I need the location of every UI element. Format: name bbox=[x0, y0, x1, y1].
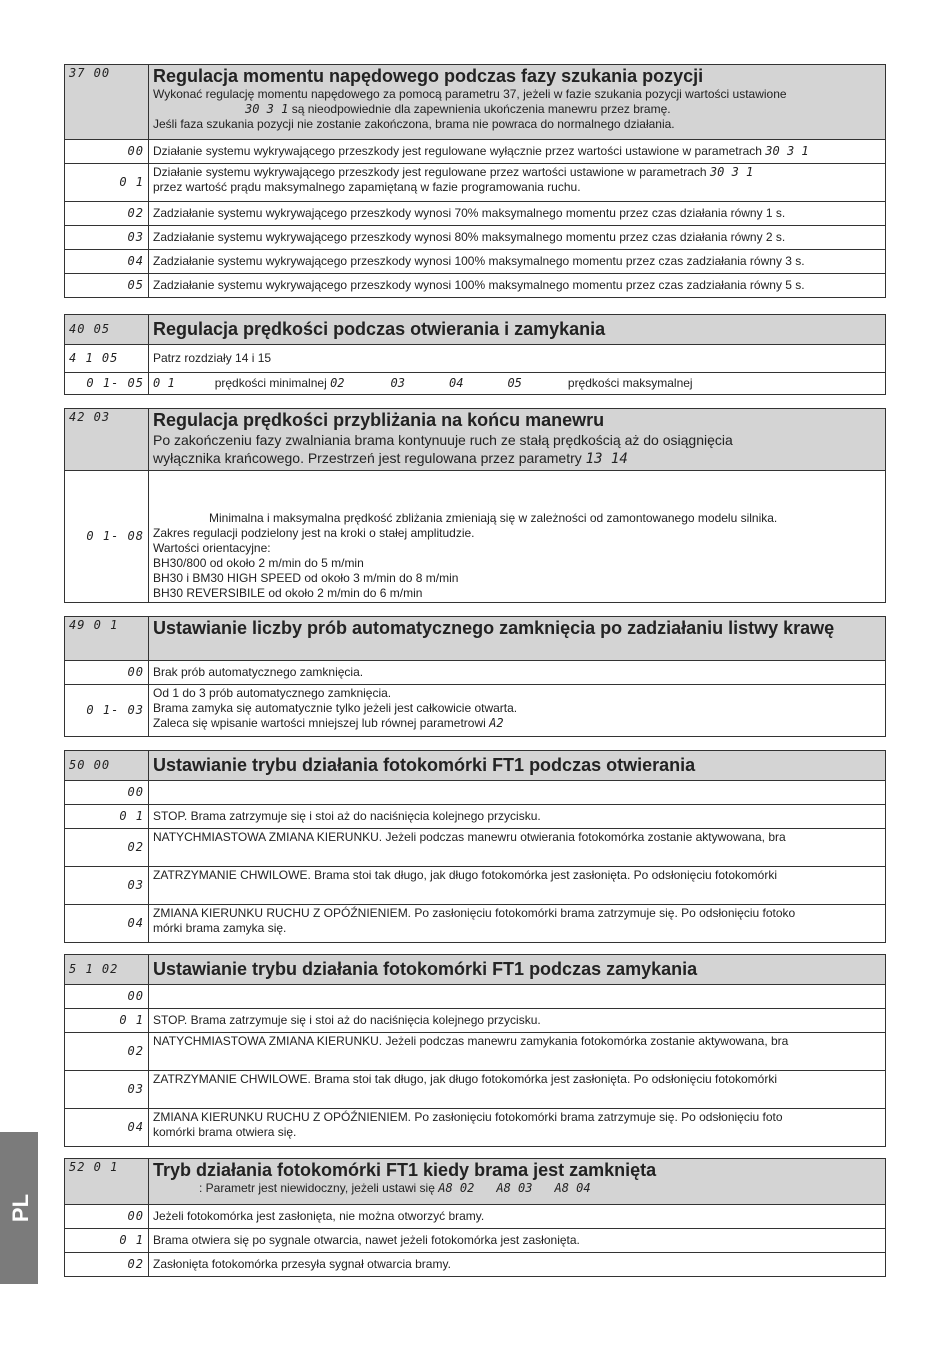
param-header bbox=[149, 751, 886, 781]
value-code: 03 bbox=[65, 867, 149, 905]
value-desc-line: Od 1 do 3 prób automatycznego zamknięcia. bbox=[153, 686, 392, 700]
value-code: 0 1- 03 bbox=[65, 685, 149, 737]
param-desc: Patrz rozdziały 14 i 15 bbox=[149, 345, 886, 373]
param-code: 37 00 bbox=[65, 65, 149, 140]
param-table-40 bbox=[64, 314, 886, 395]
value-desc: ZATRZYMANIE CHWILOWE. Brama stoi tak długo, jak długo fotokomórka jest zasłonięta. Po odsłonięciu fotokomórki bbox=[149, 867, 886, 905]
param-title: Ustawianie liczby prób automatycznego zamknięcia po zadziałaniu listwy krawę bbox=[153, 618, 835, 638]
value-code: 04 bbox=[65, 905, 149, 943]
param-desc-line: Wykonać regulację momentu napędowego za pomocą parametru 37, jeżeli w fazie szukania pozycji wartości ustawione bbox=[153, 87, 787, 101]
param-desc-text: są nieodpowiednie dla zapewnienia ukończenia manewru przez bramę. bbox=[288, 102, 671, 116]
param-header bbox=[149, 617, 886, 661]
value-desc bbox=[149, 685, 886, 737]
param-desc-line bbox=[153, 449, 881, 468]
value-desc: Zasłonięta fotokomórka przesyła sygnał otwarcia bramy. bbox=[149, 1253, 886, 1277]
value-desc bbox=[149, 905, 886, 943]
value-code: 0 1 bbox=[65, 1009, 149, 1033]
param-code: 42 03 bbox=[65, 409, 149, 471]
param-code: 5 1 02 bbox=[65, 955, 149, 985]
param-title: Tryb działania fotokomórki FT1 kiedy brama jest zamknięta bbox=[153, 1160, 657, 1180]
param-ref: A8 04 bbox=[554, 1181, 591, 1195]
value-code: 00 bbox=[65, 140, 149, 164]
value-desc-line: BH30/800 od około 2 m/min do 5 m/min bbox=[153, 556, 364, 570]
param-header bbox=[149, 315, 886, 345]
value-desc-text: Zaleca się wpisanie wartości mniejszej lub równej parametrowi bbox=[153, 716, 486, 730]
value-desc: ZATRZYMANIE CHWILOWE. Brama stoi tak długo, jak długo fotokomórka jest zasłonięta. Po odsłonięciu fotokomórki bbox=[149, 1071, 886, 1109]
value-code: 0 1- 05 bbox=[65, 373, 149, 395]
value-ref: 02 bbox=[330, 376, 345, 390]
param-ref: 13 14 bbox=[585, 451, 628, 467]
param-table-51 bbox=[64, 954, 886, 1147]
value-ref: 04 bbox=[448, 376, 464, 390]
value-desc-line: ZMIANA KIERUNKU RUCHU Z OPÓŹNIENIEM. Po zasłonięciu fotokomórki brama zatrzymuje się. Po odsłonięciu foto bbox=[153, 1110, 783, 1124]
param-ref: 30 3 1 bbox=[709, 165, 754, 179]
value-desc: STOP. Brama zatrzymuje się i stoi aż do naciśnięcia kolejnego przycisku. bbox=[149, 1009, 886, 1033]
value-code: 02 bbox=[65, 829, 149, 867]
value-desc-line: Zakres regulacji podzielony jest na kroki o stałej amplitudzie. bbox=[153, 526, 475, 540]
value-code: 02 bbox=[65, 202, 149, 226]
value-desc-line: komórki brama otwiera się. bbox=[153, 1125, 297, 1139]
value-ref: 03 bbox=[390, 376, 405, 390]
param-table-52 bbox=[64, 1158, 886, 1277]
param-title: Regulacja prędkości przybliżania na końcu manewru bbox=[153, 410, 605, 430]
value-desc: Zadziałanie systemu wykrywającego przeszkody wynosi 80% maksymalnego momentu przez czas działania równy 2 s. bbox=[149, 226, 886, 250]
param-code: 4 1 05 bbox=[65, 345, 149, 373]
param-code: 49 0 1 bbox=[65, 617, 149, 661]
param-title: Regulacja prędkości podczas otwierania i zamykania bbox=[153, 319, 606, 339]
value-desc: NATYCHMIASTOWA ZMIANA KIERUNKU. Jeżeli podczas manewru otwierania fotokomórka zostanie aktywowana, bra bbox=[149, 829, 886, 867]
value-desc: STOP. Brama zatrzymuje się i stoi aż do naciśnięcia kolejnego przycisku. bbox=[149, 805, 886, 829]
param-ref: 30 3 1 bbox=[245, 102, 289, 116]
value-desc-line: BH30 REVERSIBILE od około 2 m/min do 6 m/min bbox=[153, 586, 423, 600]
param-desc-line: Po zakończeniu fazy zwalniania brama kontynuuje ruch ze stałą prędkością aż do osiągnięcia bbox=[153, 432, 733, 448]
param-ref: A8 02 bbox=[438, 1181, 475, 1195]
value-desc-line: Brama zamyka się automatycznie tylko jeżeli jest całkowicie otwarta. bbox=[153, 701, 518, 715]
value-desc-line: mórki brama zamyka się. bbox=[153, 921, 287, 935]
value-ref: 0 1 bbox=[153, 376, 175, 390]
value-desc bbox=[149, 781, 886, 805]
param-header bbox=[149, 409, 886, 471]
value-ref: 05 bbox=[507, 376, 522, 390]
param-header bbox=[149, 955, 886, 985]
value-desc: Zadziałanie systemu wykrywającego przeszkody wynosi 100% maksymalnego momentu przez czas zadziałania równy 3 s. bbox=[149, 250, 886, 274]
value-desc-text: prędkości maksymalnej bbox=[567, 376, 693, 390]
param-title: Ustawianie trybu działania fotokomórki FT1 podczas otwierania bbox=[153, 755, 696, 775]
value-desc: NATYCHMIASTOWA ZMIANA KIERUNKU. Jeżeli podczas manewru zamykania fotokomórka zostanie aktywowana, bra bbox=[149, 1033, 886, 1071]
value-code: 03 bbox=[65, 226, 149, 250]
value-code: 02 bbox=[65, 1033, 149, 1071]
value-desc-line: Wartości orientacyjne: bbox=[153, 541, 271, 555]
param-table-37 bbox=[64, 64, 886, 298]
value-desc bbox=[149, 471, 886, 603]
value-code: 02 bbox=[65, 1253, 149, 1277]
value-desc: Brak prób automatycznego zamknięcia. bbox=[149, 661, 886, 685]
value-code: 00 bbox=[65, 985, 149, 1009]
param-desc-text: : Parametr jest niewidoczny, jeżeli ustawi się bbox=[199, 1181, 435, 1195]
param-desc-line bbox=[153, 1181, 881, 1196]
value-code: 0 1 bbox=[65, 164, 149, 202]
value-desc-text: Minimalna i maksymalna prędkość zbliżania zmieniają się w zależności od zamontowanego modelu silnika. bbox=[209, 511, 778, 525]
param-code: 40 05 bbox=[65, 315, 149, 345]
param-code: 52 0 1 bbox=[65, 1159, 149, 1205]
value-desc bbox=[149, 164, 886, 202]
value-desc-line bbox=[153, 716, 881, 731]
value-code: 04 bbox=[65, 250, 149, 274]
value-desc-line: BH30 i BM30 HIGH SPEED od około 3 m/min do 8 m/min bbox=[153, 571, 459, 585]
value-desc bbox=[149, 140, 886, 164]
value-desc bbox=[149, 1109, 886, 1147]
param-table-50 bbox=[64, 750, 886, 943]
language-tab-label: PL bbox=[8, 1193, 33, 1223]
param-ref: 30 3 1 bbox=[765, 144, 809, 158]
param-desc-text: wyłącznika krańcowego. Przestrzeń jest regulowana przez parametry bbox=[153, 450, 582, 466]
value-code: 00 bbox=[65, 781, 149, 805]
param-title: Ustawianie trybu działania fotokomórki FT1 podczas zamykania bbox=[153, 959, 698, 979]
value-desc: Zadziałanie systemu wykrywającego przeszkody wynosi 100% maksymalnego momentu przez czas zadziałania równy 5 s. bbox=[149, 274, 886, 298]
param-desc-line bbox=[153, 102, 881, 117]
value-code: 05 bbox=[65, 274, 149, 298]
param-header bbox=[149, 65, 886, 140]
value-desc: Zadziałanie systemu wykrywającego przeszkody wynosi 70% maksymalnego momentu przez czas działania równy 1 s. bbox=[149, 202, 886, 226]
value-desc: Brama otwiera się po sygnale otwarcia, nawet jeżeli fotokomórka jest zasłonięta. bbox=[149, 1229, 886, 1253]
value-desc-text: Działanie systemu wykrywającego przeszkody jest regulowane przez wartości ustawione w parametrach bbox=[153, 165, 707, 179]
param-title: Regulacja momentu napędowego podczas fazy szukania pozycji bbox=[153, 66, 704, 86]
value-desc-text: prędkości minimalnej bbox=[214, 376, 327, 390]
value-code: 0 1 bbox=[65, 1229, 149, 1253]
param-desc-line: Jeśli faza szukania pozycji nie zostanie zakończona, brama nie powraca do normalnego działania. bbox=[153, 117, 675, 131]
param-table-49 bbox=[64, 616, 886, 737]
value-desc bbox=[149, 373, 886, 395]
value-code: 00 bbox=[65, 1205, 149, 1229]
value-desc bbox=[149, 985, 886, 1009]
param-header bbox=[149, 1159, 886, 1205]
value-code: 04 bbox=[65, 1109, 149, 1147]
value-desc: Jeżeli fotokomórka jest zasłonięta, nie można otworzyć bramy. bbox=[149, 1205, 886, 1229]
param-table-42 bbox=[64, 408, 886, 603]
value-code: 0 1 bbox=[65, 805, 149, 829]
value-desc-text: przez wartość prądu maksymalnego zapamiętaną w fazie programowania ruchu. bbox=[153, 180, 581, 194]
value-desc-line: ZMIANA KIERUNKU RUCHU Z OPÓŹNIENIEM. Po zasłonięciu fotokomórki brama zatrzymuje się. Po odsłonięciu fotoko bbox=[153, 906, 796, 920]
param-code: 50 00 bbox=[65, 751, 149, 781]
param-ref: A8 03 bbox=[496, 1181, 533, 1195]
value-code: 03 bbox=[65, 1071, 149, 1109]
value-code: 0 1- 08 bbox=[65, 471, 149, 603]
value-code: 00 bbox=[65, 661, 149, 685]
value-desc-text: Działanie systemu wykrywającego przeszkody jest regulowane wyłącznie przez wartości ustawione w parametrach bbox=[153, 144, 762, 158]
param-ref: A2 bbox=[489, 716, 504, 730]
value-desc-line bbox=[153, 511, 881, 526]
